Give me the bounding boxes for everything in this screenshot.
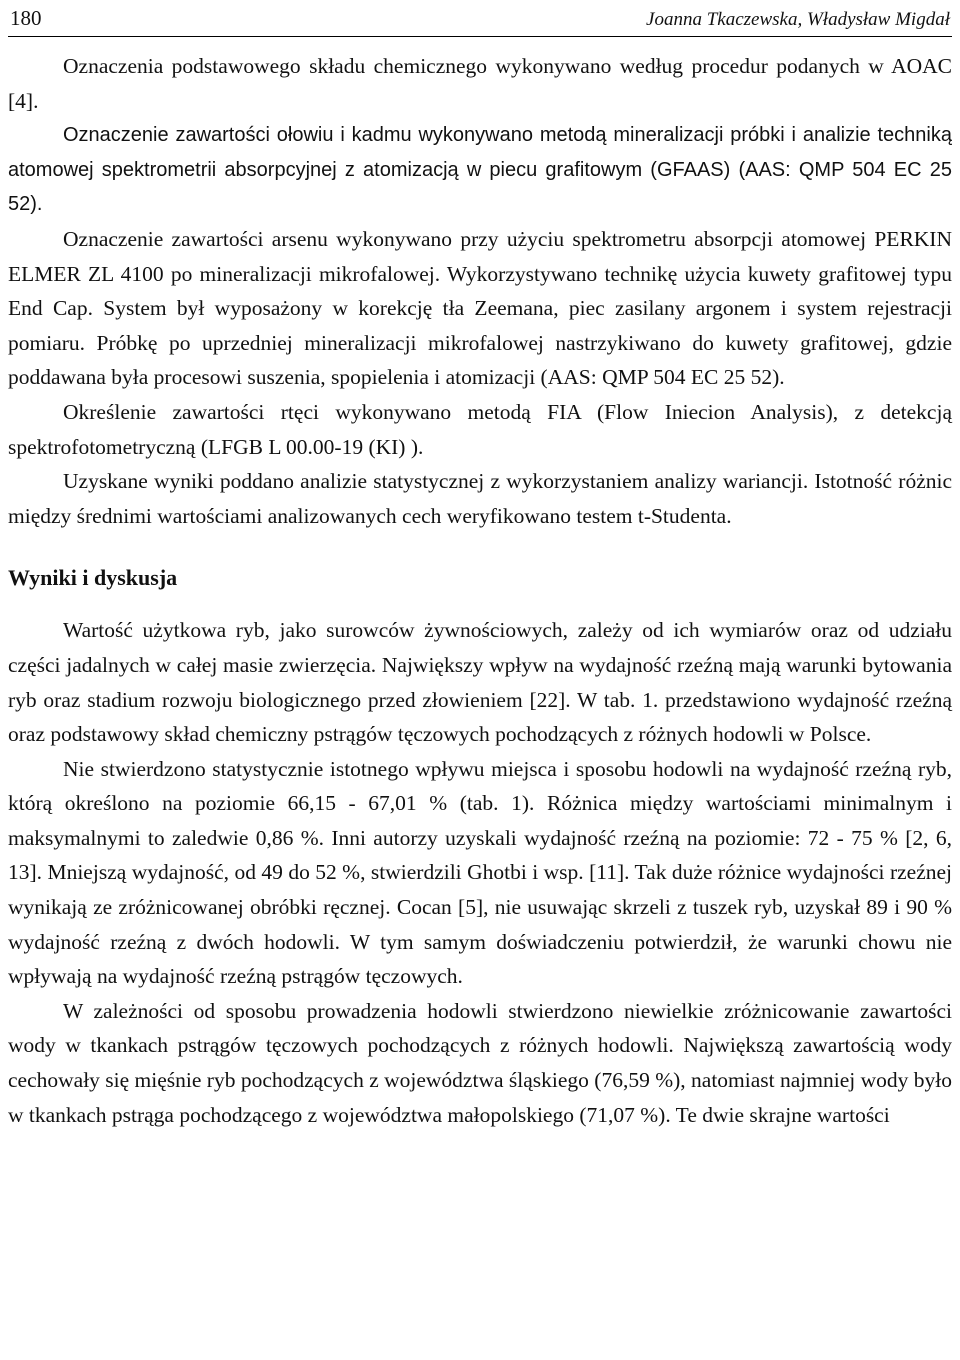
methods-paragraph-statistics: Uzyskane wyniki poddano analizie statystycznej z wykorzystaniem analizy wariancji. Istotność różnic między średnimi wartościami analizowanych cech weryfikowano testem t-Studenta. [8, 469, 952, 528]
section-heading-results: Wyniki i dyskusja [8, 565, 178, 591]
methods-paragraph-lead-cadmium: Oznaczenie zawartości ołowiu i kadmu wykonywano metodą mineralizacji próbki i analizie techniką atomowej spektrometrii absorpcyjnej z atomizacją w piecu grafitowym (GFAAS) (AAS: QMP 504 EC 25 52). [8, 124, 952, 216]
results-paragraph-water-content: W zależności od sposobu prowadzenia hodowli stwierdzono niewielkie zróżnicowanie zawartości wody w tkankach pstrągów tęczowych pochodzących z różnych hodowli. Największą zawartością wody cechowały się mięśnie ryb pochodzących z województwa śląskiego (76,59 %), natomiast najmniej wody było w tkankach pstrąga pochodzącego z województwa małopolskiego (71,07 %). Te dwie skrajne wartości [8, 998, 952, 1127]
methods-paragraph-mercury: Określenie zawartości rtęci wykonywano metodą FIA (Flow Iniecion Analysis), z detekcją spektrofotometryczną (LFGB L 00.00-19 (KI) ). [8, 399, 952, 459]
running-header [8, 2, 952, 37]
methods-paragraph-arsenic: Oznaczenie zawartości arsenu wykonywano przy użyciu spektrometru absorpcji atomowej PERKIN ELMER ZL 4100 po mineralizacji mikrofalowej. Wykorzystywano technikę użycia kuwety grafitowej typu End Cap. System był wyposażony w korekcję tła Zeemana, piec zasilany argonem i system rejestracji pomiaru. Próbkę po uprzedniej mineralizacji mikrofalowej nastrzykiwano do kuwety grafitowej, gdzie poddawana była procesowi suszenia, spopielenia i atomizacji (AAS: QMP 504 EC 25 52). [8, 226, 952, 390]
page-number: 180 [10, 6, 42, 30]
results-paragraph-utility: Wartość użytkowa ryb, jako surowców żywnościowych, zależy od ich wymiarów oraz od udziału części jadalnych w całej masie zwierzęcia. Największy wpływ na wydajność rzeźną mają warunki bytowania ryb oraz stadium rozwoju biologicznego przed złowieniem [22]. W tab. 1. przedstawiono wydajność rzeźną oraz podstawowy skład chemiczny pstrągów tęczowych pochodzących z różnych hodowli w Polsce. [8, 618, 952, 747]
methods-paragraph-composition: Oznaczenia podstawowego składu chemicznego wykonywano według procedur podanych w AOAC [4]. [8, 54, 952, 113]
running-header-authors: Joanna Tkaczewska, Władysław Migdał [646, 9, 950, 30]
article-body [8, 49, 952, 1132]
results-paragraph-slaughter-yield: Nie stwierdzono statystycznie istotnego wpływu miejsca i sposobu hodowli na wydajność rzeźną ryb, którą określono na poziomie 66,15 - 67,01 % (tab. 1). Różnica między wartościami minimalnym i maksymalnymi to zaledwie 0,86 %. Inni autorzy uzyskali wydajność rzeźną na poziomie: 72 - 75 % [2, 6, 13]. Mniejszą wydajność, od 49 do 52 %, stwierdzili Ghotbi i wsp. [11]. Tak duże różnice wydajności rzeźnej wynikają ze zróżnicowanej obróbki ręcznej. Cocan [5], nie usuwając skrzeli z tuszek ryb, uzyskał 89 i 90 % wydajność rzeźną z dwóch hodowli. W tym samym doświadczeniu potwierdził, że warunki chowu nie wpływają na wydajność rzeźną pstrągów tęczowych. [8, 756, 952, 989]
